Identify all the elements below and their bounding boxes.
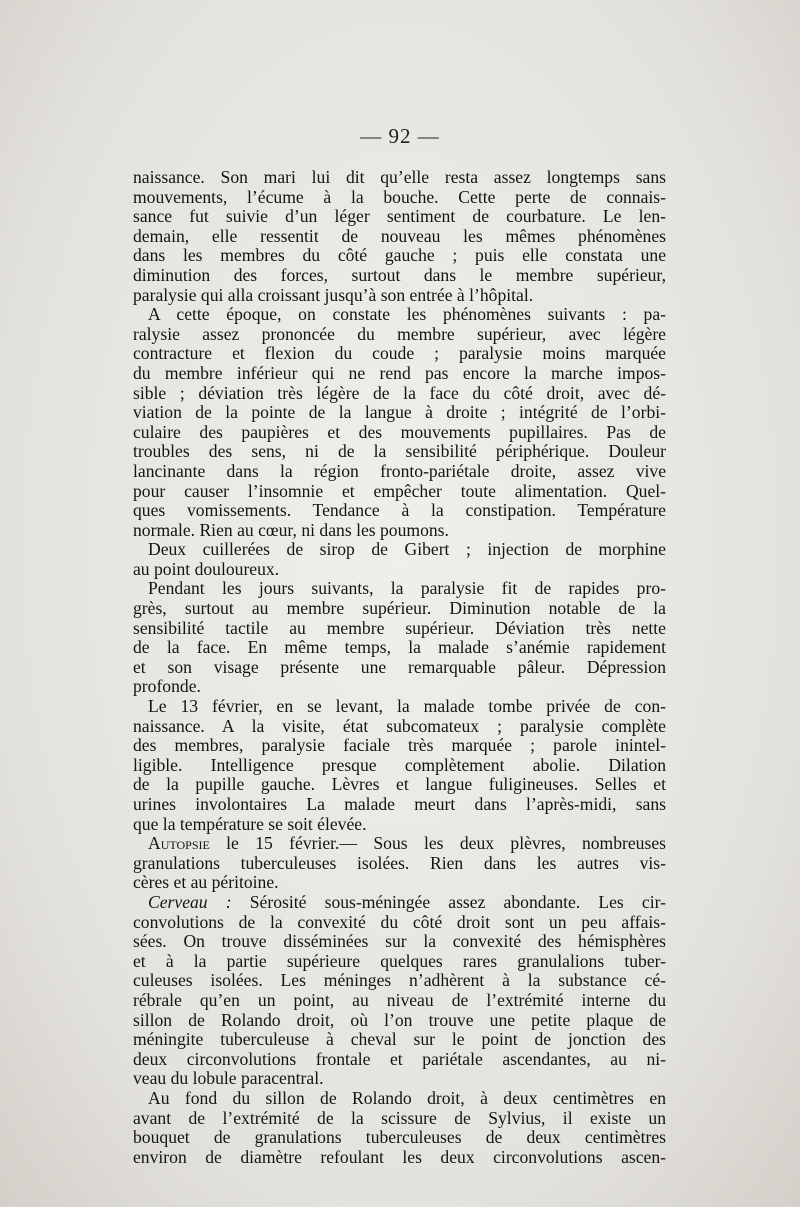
text-line [133, 1089, 666, 1109]
text-line [133, 266, 666, 286]
text-line [133, 638, 666, 658]
text-line [133, 403, 666, 423]
text-line [133, 1050, 666, 1070]
line-text: A cette époque, on constate les phénomènes suivants : pa- [148, 305, 666, 325]
line-text: sance fut suivie d’un léger sentiment de courbature. Le len- [133, 207, 666, 227]
text-line [133, 658, 666, 678]
text-line [133, 1128, 666, 1148]
line-text: dans les membres du côté gauche ; puis elle constata une [133, 246, 666, 266]
text-line [133, 1011, 666, 1031]
line-text: sillon de Rolando droit, où l’on trouve une petite plaque de [133, 1010, 666, 1030]
line-text: le 15 février.— Sous les deux plèvres, nombreuses [226, 834, 666, 854]
line-text: mouvements, l’écume à la bouche. Cette perte de connais- [133, 187, 666, 207]
text-line [133, 971, 666, 991]
text-line [133, 482, 666, 502]
text-line [133, 599, 666, 619]
text-line [133, 952, 666, 972]
line-text: sées. On trouve disséminées sur la convexité des hémisphères [133, 932, 666, 952]
text-line [133, 1109, 666, 1129]
line-text: sible ; déviation très légère de la face du côté droit, avec dé- [133, 383, 666, 403]
text-line [133, 364, 666, 384]
text-line [133, 873, 666, 893]
text-line [133, 501, 666, 521]
line-text: urines involontaires La malade meurt dans l’après-midi, sans [133, 795, 666, 814]
text-line [133, 188, 666, 208]
line-text: au point douloureux. [133, 559, 280, 579]
text-line [133, 305, 666, 325]
text-line [133, 677, 666, 697]
text-line [133, 560, 666, 580]
text-line [133, 344, 666, 364]
line-text: naissance. A la visite, état subcomateux ; paralysie complète [133, 716, 666, 736]
line-text: granulations tuberculeuses isolées. Rien dans les autres vis- [133, 853, 666, 873]
page-number: — 92 — [360, 124, 440, 148]
line-text: culeuses isolées. Les méninges n’adhèrent à la substance cé- [133, 971, 666, 991]
text-line [133, 442, 666, 462]
line-text: Le 13 février, en se levant, la malade tombe privée de con- [148, 697, 666, 717]
text-line [133, 227, 666, 247]
text-line [133, 1069, 666, 1089]
line-text: grès, surtout au membre supérieur. Diminution notable de la [133, 599, 666, 619]
text-line [133, 834, 666, 854]
line-text: veau du lobule paracentral. [133, 1069, 324, 1089]
line-text: ligible. Intelligence presque complètement abolie. Dilation [133, 755, 666, 775]
line-text: deux circonvolutions frontale et pariétale ascendantes, au ni- [133, 1049, 666, 1069]
line-text: viation de la pointe de la langue à droite ; intégrité de l’orbi- [133, 403, 666, 423]
line-text: et à la partie supérieure quelques rares granulalions tuber- [133, 951, 666, 971]
text-line [133, 207, 666, 227]
line-text: pour causer l’insomnie et empêcher toute alimentation. Quel- [133, 481, 666, 501]
text-line [133, 991, 666, 1011]
text-line [133, 423, 666, 443]
line-text: sensibilité tactile au membre supérieur. Déviation très nette [133, 618, 666, 638]
line-text: méningite tuberculeuse à cheval sur le point de jonction des [133, 1030, 666, 1050]
line-text: ralysie assez prononcée du membre supérieur, avec légère [133, 324, 666, 344]
line-text: lancinante dans la région fronto-pariétale droite, assez vive [133, 461, 666, 481]
line-text: diminution des forces, surtout dans le membre supérieur, [133, 265, 666, 285]
line-text: que la température se soit élevée. [133, 814, 367, 834]
line-text: Deux cuillerées de sirop de Gibert ; injection de morphine [148, 540, 666, 560]
line-text: Au fond du sillon de Rolando droit, à deux centimètres en [148, 1088, 666, 1108]
text-line [133, 521, 666, 541]
text-line [133, 736, 666, 756]
line-text: de la face. En même temps, la malade s’anémie rapidement [133, 638, 666, 658]
text-line [133, 1030, 666, 1050]
line-text: des membres, paralysie faciale très marquée ; parole inintel- [133, 736, 666, 756]
text-line [133, 913, 666, 933]
text-line [133, 775, 666, 795]
text-line [133, 932, 666, 952]
text-line [133, 619, 666, 639]
text-line [133, 815, 666, 835]
text-line [133, 1148, 666, 1168]
line-text: demain, elle ressentit de nouveau les mêmes phénomènes [133, 226, 666, 246]
line-text: Sérosité sous-méningée assez abondante. Les cir- [249, 892, 666, 912]
text-line [133, 717, 666, 737]
line-text: ques vomissements. Tendance à la constipation. Température [133, 501, 666, 521]
text-line [133, 795, 666, 815]
line-text: naissance. Son mari lui dit qu’elle resta assez longtemps sans [133, 168, 666, 187]
line-prefix: Cerveau : [148, 892, 232, 912]
line-text: rébrale qu’en un point, au niveau de l’extrémité interne du [133, 990, 666, 1010]
text-line [133, 697, 666, 717]
text-line [133, 325, 666, 345]
line-text: cères et au péritoine. [133, 873, 279, 893]
line-text: et son visage présente une remarquable pâleur. Dépression [133, 657, 666, 677]
line-text: culaire des paupières et des mouvements pupillaires. Pas de [133, 422, 666, 442]
text-line [133, 540, 666, 560]
line-text: troubles des sens, ni de la sensibilité périphérique. Douleur [133, 442, 666, 462]
line-text: environ de diamètre refoulant les deux circonvolutions ascen- [133, 1147, 666, 1167]
text-line [133, 168, 666, 188]
body-text [133, 168, 666, 1167]
line-text: du membre inférieur qui ne rend pas encore la marche impos- [133, 363, 666, 383]
line-prefix: Autopsie [148, 834, 210, 854]
line-text: normale. Rien au cœur, ni dans les poumons. [133, 520, 449, 540]
line-text: de la pupille gauche. Lèvres et langue fuligineuses. Selles et [133, 775, 666, 795]
line-text: contracture et flexion du coude ; paralysie moins marquée [133, 344, 666, 364]
line-text: bouquet de granulations tuberculeuses de deux centimètres [133, 1128, 666, 1148]
text-line [133, 384, 666, 404]
text-line [133, 756, 666, 776]
text-line [133, 286, 666, 306]
text-line [133, 893, 666, 913]
line-text: convolutions de la convexité du côté droit sont un peu affais- [133, 912, 666, 932]
text-line [133, 246, 666, 266]
line-text: avant de l’extrémité de la scissure de Sylvius, il existe un [133, 1108, 666, 1128]
line-text: profonde. [133, 677, 201, 697]
text-line [133, 579, 666, 599]
text-line [133, 462, 666, 482]
line-text: paralysie qui alla croissant jusqu’à son entrée à l’hôpital. [133, 285, 534, 305]
text-line [133, 854, 666, 874]
line-text: Pendant les jours suivants, la paralysie fit de rapides pro- [148, 579, 666, 599]
